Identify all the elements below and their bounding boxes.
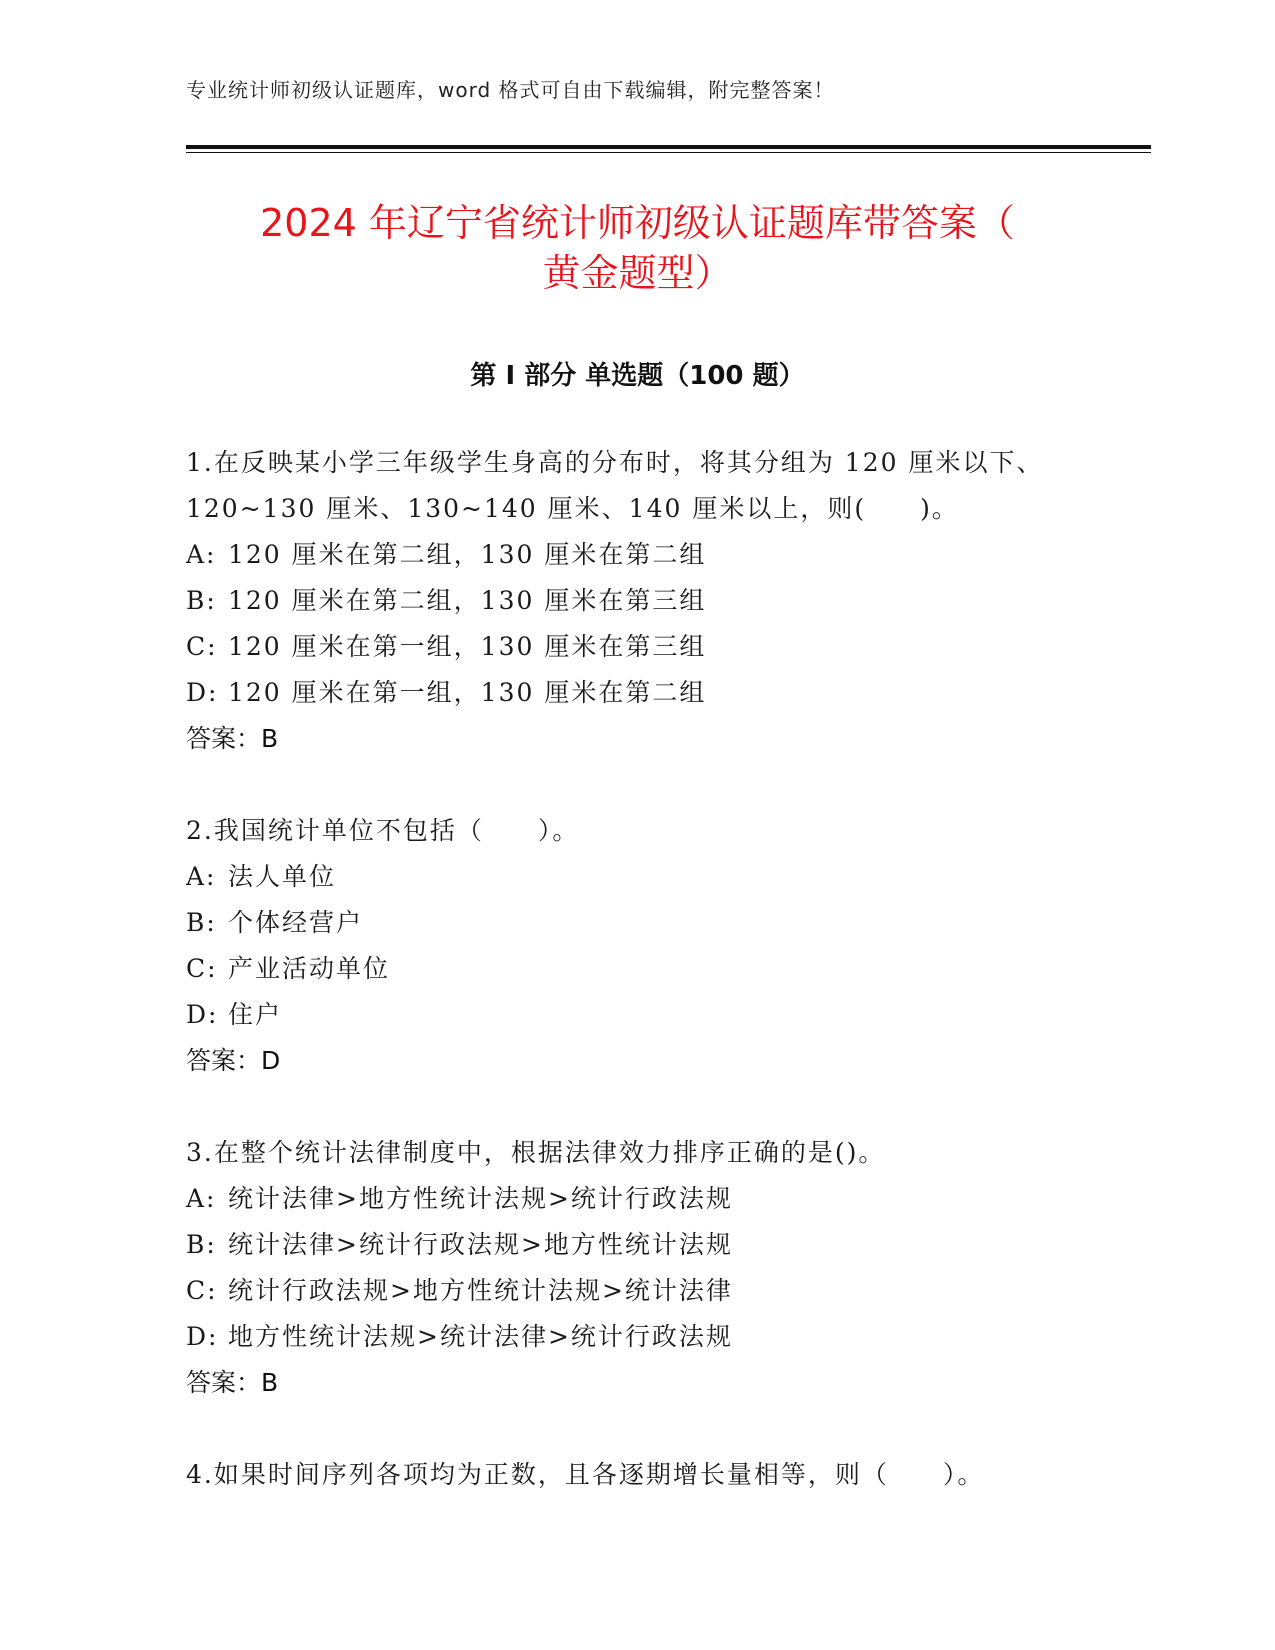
option-letter: D: <box>186 1322 219 1351</box>
option-letter: A: <box>186 1184 217 1213</box>
option-text: 120 厘米在第二组，130 厘米在第三组 <box>228 586 707 615</box>
header-note: 专业统计师初级认证题库，word 格式可自由下载编辑，附完整答案！ <box>186 78 835 102</box>
option-text: 120 厘米在第一组，130 厘米在第三组 <box>228 632 707 661</box>
option-text: 统计法律>地方性统计法规>统计行政法规 <box>228 1184 733 1213</box>
option-a <box>186 532 1106 578</box>
header-rule-thin <box>186 152 1151 153</box>
option-text: 统计法律>统计行政法规>地方性统计法规 <box>228 1230 733 1259</box>
question-4 <box>186 1452 1106 1498</box>
question-stem: 4.如果时间序列各项均为正数，且各逐期增长量相等，则（ ）。 <box>186 1460 985 1489</box>
option-letter: C: <box>186 632 218 661</box>
option-text: 住户 <box>228 1000 283 1029</box>
question-stem: 3.在整个统计法律制度中，根据法律效力排序正确的是()。 <box>186 1138 886 1167</box>
title-line-2: 黄金题型） <box>542 251 733 295</box>
option-letter: B: <box>186 1230 217 1259</box>
option-b <box>186 578 1106 624</box>
option-b <box>186 1222 1106 1268</box>
question-1 <box>186 440 1106 762</box>
option-text: 120 厘米在第一组，130 厘米在第二组 <box>228 678 707 707</box>
option-text: 统计行政法规>地方性统计法规>统计法律 <box>228 1276 733 1305</box>
question-stem: 2.我国统计单位不包括（ ）。 <box>186 816 580 845</box>
question-2 <box>186 808 1106 1084</box>
option-letter: A: <box>186 862 217 891</box>
answer-line: 答案：B <box>186 1368 279 1397</box>
option-letter: B: <box>186 586 217 615</box>
option-text: 地方性统计法规>统计法律>统计行政法规 <box>228 1322 733 1351</box>
option-d <box>186 992 1106 1038</box>
answer-line: 答案：B <box>186 724 279 753</box>
option-letter: B: <box>186 908 217 937</box>
document-title <box>140 198 1135 298</box>
option-c <box>186 946 1106 992</box>
option-c <box>186 624 1106 670</box>
section-title: 第 I 部分 单选题（100 题） <box>470 361 805 391</box>
option-c <box>186 1268 1106 1314</box>
option-letter: D: <box>186 1000 219 1029</box>
question-stem: 1.在反映某小学三年级学生身高的分布时，将其分组为 120 厘米以下、120~130 厘米、130~140 厘米、140 厘米以上，则( )。 <box>186 448 1044 523</box>
option-a <box>186 1176 1106 1222</box>
option-b <box>186 900 1106 946</box>
question-list <box>186 440 1106 1544</box>
title-line-1: 2024 年辽宁省统计师初级认证题库带答案（ <box>260 201 1015 245</box>
option-text: 120 厘米在第二组，130 厘米在第二组 <box>228 540 707 569</box>
option-d <box>186 670 1106 716</box>
header-rule-thick <box>186 145 1151 149</box>
answer-line: 答案：D <box>186 1046 281 1075</box>
option-letter: D: <box>186 678 219 707</box>
option-letter: A: <box>186 540 217 569</box>
option-letter: C: <box>186 954 218 983</box>
option-text: 法人单位 <box>228 862 337 891</box>
question-3 <box>186 1130 1106 1406</box>
option-letter: C: <box>186 1276 218 1305</box>
option-d <box>186 1314 1106 1360</box>
option-a <box>186 854 1106 900</box>
option-text: 个体经营户 <box>228 908 364 937</box>
option-text: 产业活动单位 <box>228 954 391 983</box>
